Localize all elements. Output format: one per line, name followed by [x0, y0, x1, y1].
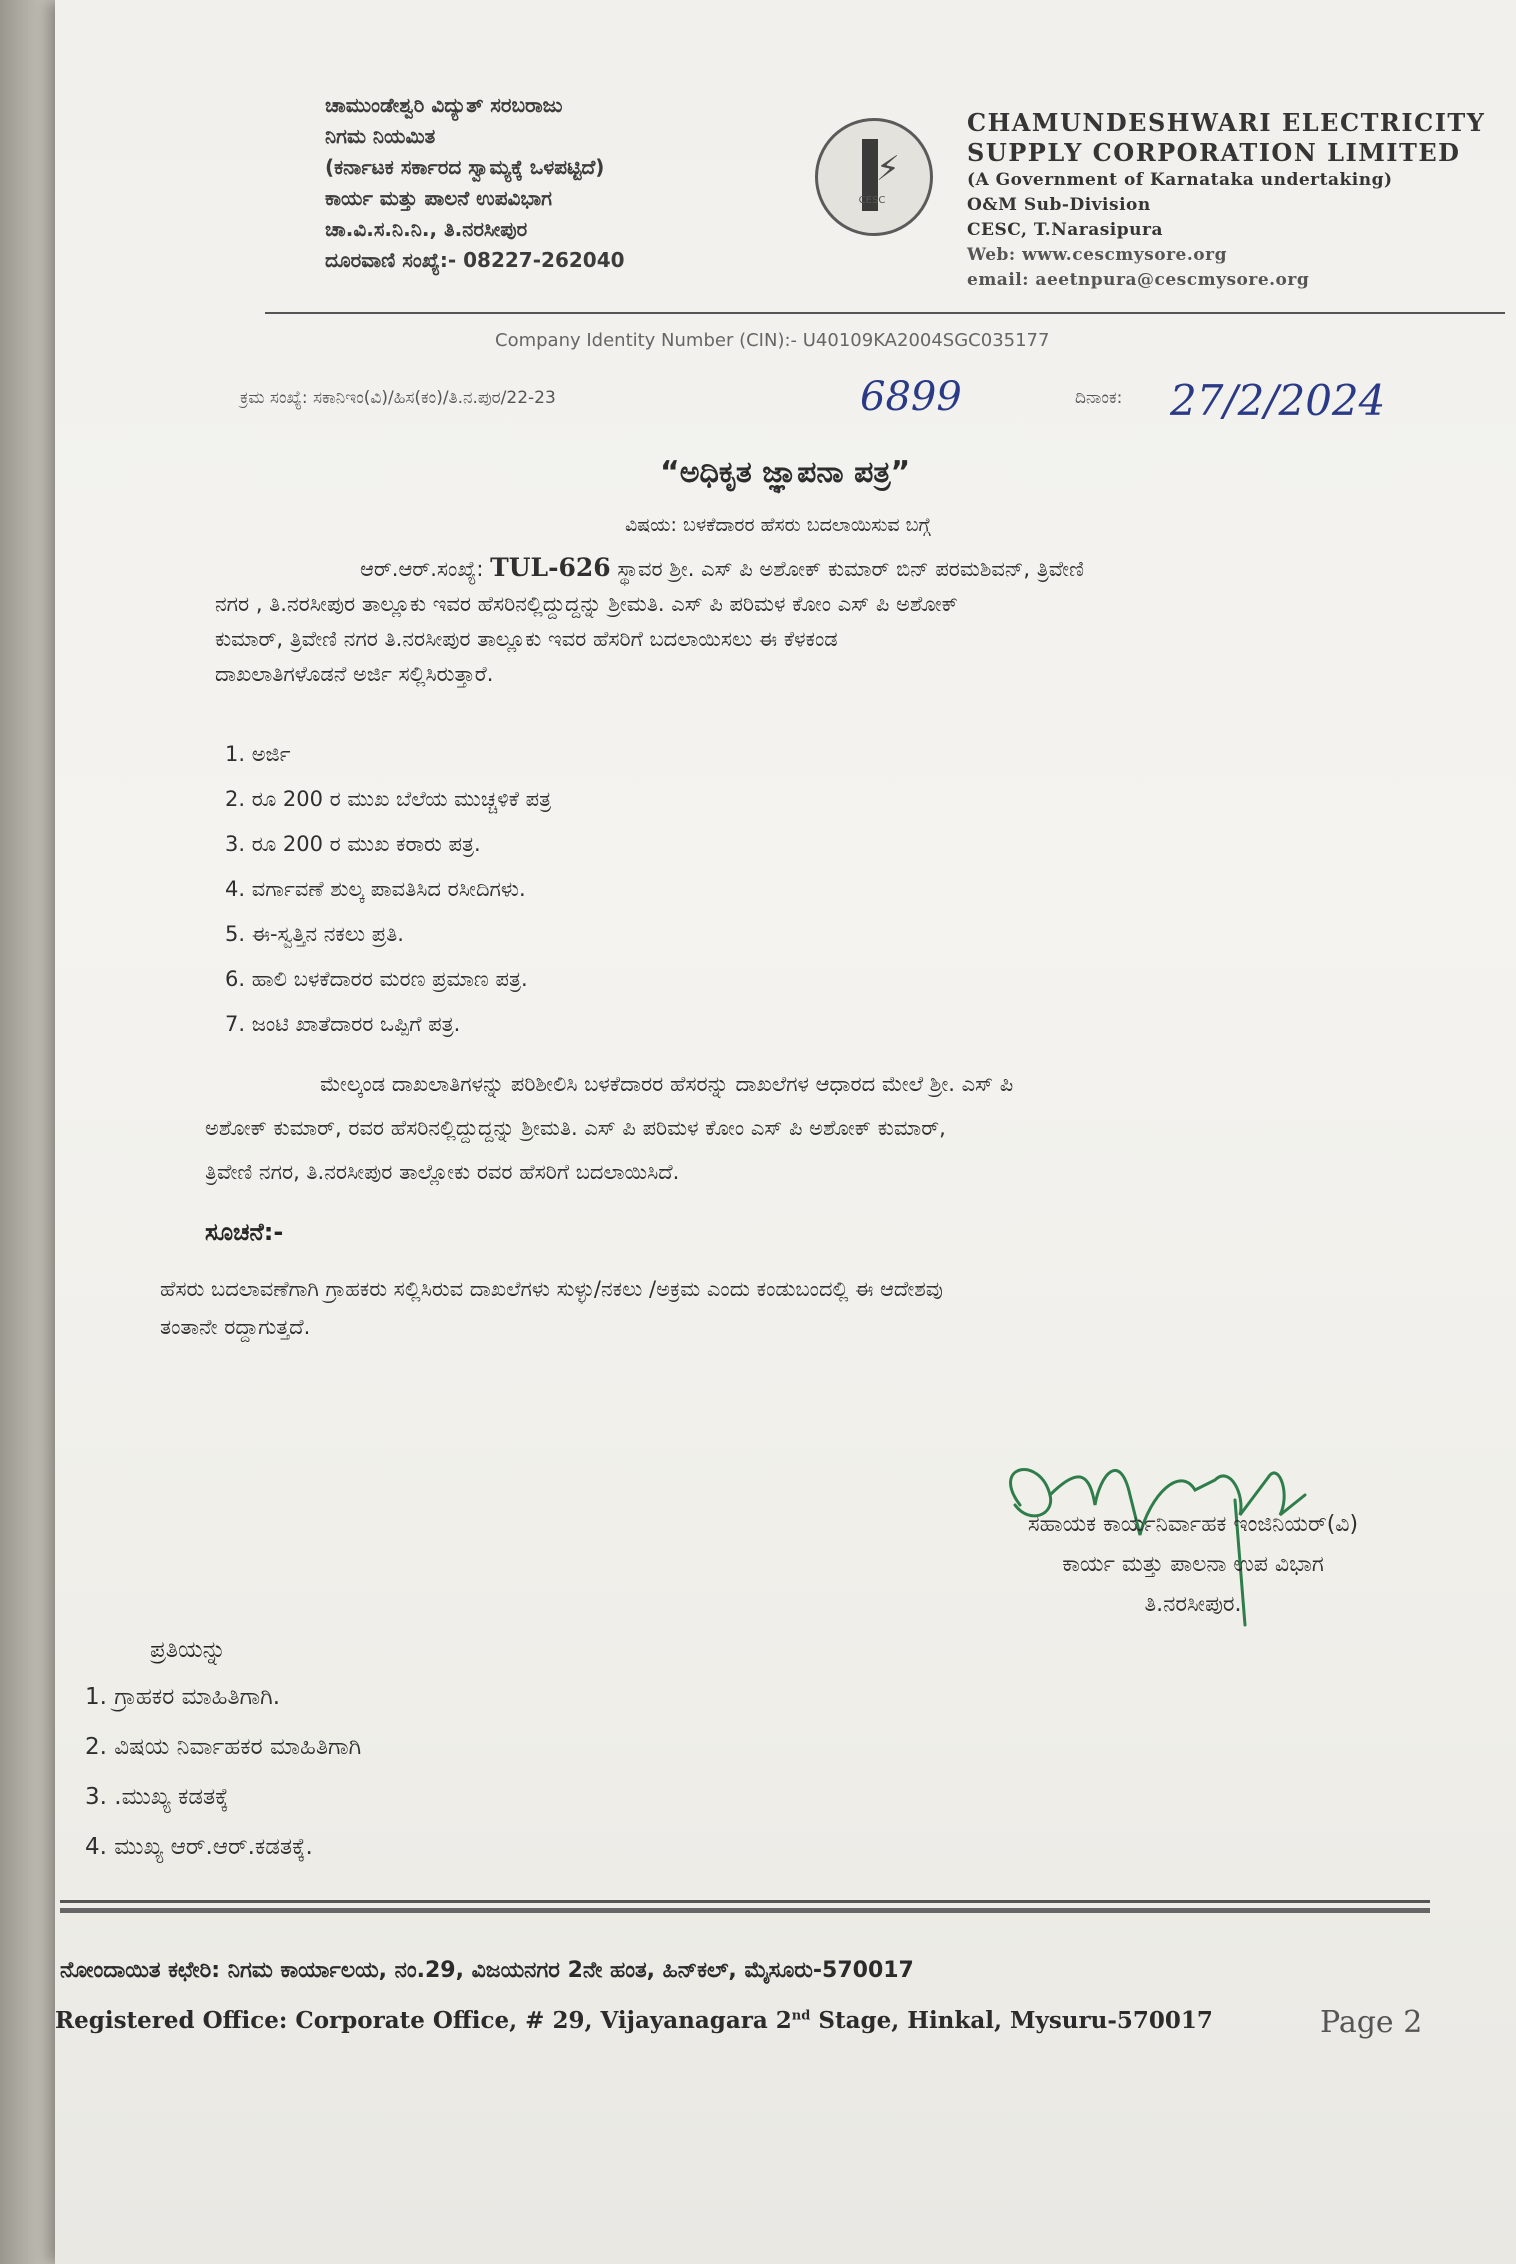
list-item: 4. ಮುಖ್ಯ ಆರ್.ಆರ್.ಕಡತಕ್ಕೆ. [85, 1834, 313, 1860]
logo-text: CESC [858, 195, 886, 206]
list-item: 7. ಜಂಟಿ ಖಾತೆದಾರರ ಒಪ್ಪಿಗೆ ಪತ್ರ. [225, 1012, 461, 1036]
intro-line-2: ನಗರ , ತಿ.ನರಸೀಪುರ ತಾಲ್ಲೂಕು ಇವರ ಹೆಸರಿನಲ್ಲಿದ್ದುದ್ದನ್ನು ಶ್ರೀಮತಿ. ಎಸ್ ಪಿ ಪರಿಮಳ ಕೋಂ ಎಸ್ ಪಿ ಅಶೋಕ್ [215, 592, 958, 616]
order-line-1: ಮೇಲ್ಕಂಡ ದಾಖಲಾತಿಗಳನ್ನು ಪರಿಶೀಲಿಸಿ ಬಳಕೆದಾರರ ಹೆಸರನ್ನು ದಾಖಲೆಗಳ ಆಧಾರದ ಮೇಲೆ ಶ್ರೀ. ಎಸ್ ಪಿ [320, 1072, 1014, 1096]
list-item: 3. ರೂ 200 ರ ಮುಖ ಕರಾರು ಪತ್ರ. [225, 832, 481, 856]
signatory-block [893, 1505, 1493, 1625]
footer-english-b: Stage, Hinkal, Mysuru-570017 [810, 2007, 1213, 2034]
rr-number: TUL-626 [490, 553, 611, 582]
header-kannada-line: ದೂರವಾಣಿ ಸಂಖ್ಯೆ:- 08227-262040 [325, 248, 625, 272]
footer-kannada: ನೋಂದಾಯಿತ ಕಛೇರಿ: ನಿಗಮ ಕಾರ್ಯಾಲಯ, ನಂ.29, ವಿಜಯನಗರ 2ನೇ ಹಂತ, ಹಿನ್‌ಕಲ್, ಮೈಸೂರು-570017 [60, 1958, 914, 1983]
cesc-logo [815, 118, 933, 236]
footer-english-sup: nd [791, 2008, 811, 2024]
list-item: 4. ವರ್ಗಾವಣೆ ಶುಲ್ಕ ಪಾವತಿಸಿದ ರಸೀದಿಗಳು. [225, 877, 526, 901]
documents-list [225, 742, 551, 1057]
header-kannada-line: ಚಾಮುಂಡೇಶ್ವರಿ ವಿದ್ಯುತ್ ಸರಬರಾಜು [325, 93, 563, 117]
reference-number-label: ಕ್ರಮ ಸಂಖ್ಯೆ: ಸಕಾನಿಇಂ(ವಿ)/ಹಿಸ(ಕಂ)/ತಿ.ನ.ಪುರ/22-23 [240, 388, 556, 408]
company-name-line1: CHAMUNDESHWARI ELECTRICITY [967, 108, 1486, 137]
intro-line-1-rest: ಸ್ಥಾವರ ಶ್ರೀ. ಎಸ್ ಪಿ ಅಶೋಕ್ ಕುಮಾರ್ ಬಿನ್ ಪರಮಶಿವನ್, ತ್ರಿವೇಣಿ [617, 557, 1084, 581]
list-item: 5. ಈ-ಸ್ವತ್ತಿನ ನಕಲು ಪ್ರತಿ. [225, 922, 404, 946]
footer-english [55, 2007, 1213, 2034]
list-item: 1. ಅರ್ಜಿ [225, 742, 291, 766]
email: email: aeetnpura@cescmysore.org [967, 270, 1310, 290]
order-line-2: ಅಶೋಕ್ ಕುಮಾರ್, ರವರ ಹೆಸರಿನಲ್ಲಿದ್ದುದ್ದನ್ನು ಶ್ರೀಮತಿ. ಎಸ್ ಪಿ ಪರಿಮಳ ಕೋಂ ಎಸ್ ಪಿ ಅಶೋಕ್ ಕುಮಾರ್, [205, 1116, 946, 1140]
header-kannada-line: ಕಾರ್ಯ ಮತ್ತು ಪಾಲನೆ ಉಪವಿಭಾಗ [325, 186, 552, 210]
header-kannada-line: ಚಾ.ವಿ.ಸ.ನಿ.ನಿ., ತಿ.ನರಸೀಪುರ [325, 217, 528, 241]
note-paragraph [160, 1270, 1470, 1346]
date-handwritten: 27/2/2024 [1170, 376, 1386, 425]
cin-number: Company Identity Number (CIN):- U40109KA2004SGC035177 [495, 330, 1050, 351]
copies-list [85, 1684, 361, 1884]
footer-divider-thick [60, 1908, 1430, 1913]
list-item: 2. ರೂ 200 ರ ಮುಖ ಬೆಲೆಯ ಮುಚ್ಚಳಿಕೆ ಪತ್ರ [225, 787, 552, 811]
header-kannada-line: (ಕರ್ನಾಟಕ ಸರ್ಕಾರದ ಸ್ವಾಮ್ಯಕ್ಕೆ ಒಳಪಟ್ಟಿದೆ) [325, 155, 605, 179]
note-label: ಸೂಚನೆ:- [205, 1218, 284, 1246]
lightning-icon: ⚡ [876, 149, 900, 189]
footer-english-a: Registered Office: Corporate Office, # 29, Vijayanagara 2 [55, 2007, 792, 2034]
order-paragraph [205, 1062, 1475, 1194]
page-number: Page 2 [1320, 2005, 1423, 2040]
date-label: ದಿನಾಂಕ: [1075, 388, 1123, 408]
signatory-place: ತಿ.ನರಸೀಪುರ. [1144, 1592, 1242, 1617]
copies-label: ಪ್ರತಿಯನ್ನು [150, 1637, 226, 1663]
intro-line-3: ಕುಮಾರ್, ತ್ರಿವೇಣಿ ನಗರ ತಿ.ನರಸೀಪುರ ತಾಲ್ಲೂಕು ಇವರ ಹೆಸರಿಗೆ ಬದಲಾಯಿಸಲು ಈ ಕೆಳಕಂಡ [215, 627, 838, 651]
rr-label: ಆರ್.ಆರ್.ಸಂಖ್ಯೆ: [360, 557, 484, 581]
list-item: 1. ಗ್ರಾಹಕರ ಮಾಹಿತಿಗಾಗಿ. [85, 1684, 281, 1710]
header-divider [265, 312, 1505, 314]
subject-line: ವಿಷಯ: ಬಳಕೆದಾರರ ಹೆಸರು ಬದಲಾಯಿಸುವ ಬಗ್ಗೆ [625, 514, 931, 536]
document-page [55, 0, 1516, 2264]
company-name-line2: SUPPLY CORPORATION LIMITED [967, 138, 1461, 167]
intro-line-1 [215, 550, 1465, 587]
note-line-2: ತಂತಾನೇ ರದ್ದಾಗುತ್ತದೆ. [160, 1315, 311, 1339]
signatory-designation: ಸಹಾಯಕ ಕಾರ್ಯನಿರ್ವಾಹಕ ಇಂಜಿನಿಯರ್(ವಿ) [1027, 1512, 1359, 1537]
reference-number-handwritten: 6899 [860, 374, 962, 420]
govt-undertaking: (A Government of Karnataka undertaking) [967, 170, 1393, 190]
website: Web: www.cescmysore.org [967, 245, 1227, 265]
order-line-3: ತ್ರಿವೇಣಿ ನಗರ, ತಿ.ನರಸೀಪುರ ತಾಲ್ಲೋಕು ರವರ ಹೆಸರಿಗೆ ಬದಲಾಯಿಸಿದೆ. [205, 1160, 680, 1184]
header-kannada-line: ನಿಗಮ ನಿಯಮಿತ [325, 124, 436, 148]
list-item: 6. ಹಾಲಿ ಬಳಕೆದಾರರ ಮರಣ ಪ್ರಮಾಣ ಪತ್ರ. [225, 967, 528, 991]
header-kannada [325, 90, 625, 276]
list-item: 3. .ಮುಖ್ಯ ಕಡತಕ್ಕೆ [85, 1784, 229, 1810]
list-item: 2. ವಿಷಯ ನಿರ್ವಾಹಕರ ಮಾಹಿತಿಗಾಗಿ [85, 1734, 362, 1760]
signatory-office: ಕಾರ್ಯ ಮತ್ತು ಪಾಲನಾ ಉಪ ವಿಭಾಗ [1062, 1552, 1324, 1577]
note-line-1: ಹೆಸರು ಬದಲಾವಣೆಗಾಗಿ ಗ್ರಾಹಕರು ಸಲ್ಲಿಸಿರುವ ದಾಖಲೆಗಳು ಸುಳ್ಳು/ನಕಲು /ಅಕ್ರಮ ಎಂದು ಕಂಡುಬಂದಲ್ಲಿ ಈ ಆದೇಶವು [160, 1277, 943, 1301]
footer-divider [60, 1900, 1430, 1903]
memo-title: “ಅಧಿಕೃತ ಜ್ಞಾಪನಾ ಪತ್ರ” [660, 455, 911, 490]
intro-paragraph [215, 550, 1465, 692]
intro-line-4: ದಾಖಲಾತಿಗಳೊಡನೆ ಅರ್ಜಿ ಸಲ್ಲಿಸಿರುತ್ತಾರೆ. [215, 662, 494, 686]
header-english [967, 108, 1485, 293]
sub-division: O&M Sub-Division [967, 195, 1151, 215]
office-location: CESC, T.Narasipura [967, 220, 1163, 240]
